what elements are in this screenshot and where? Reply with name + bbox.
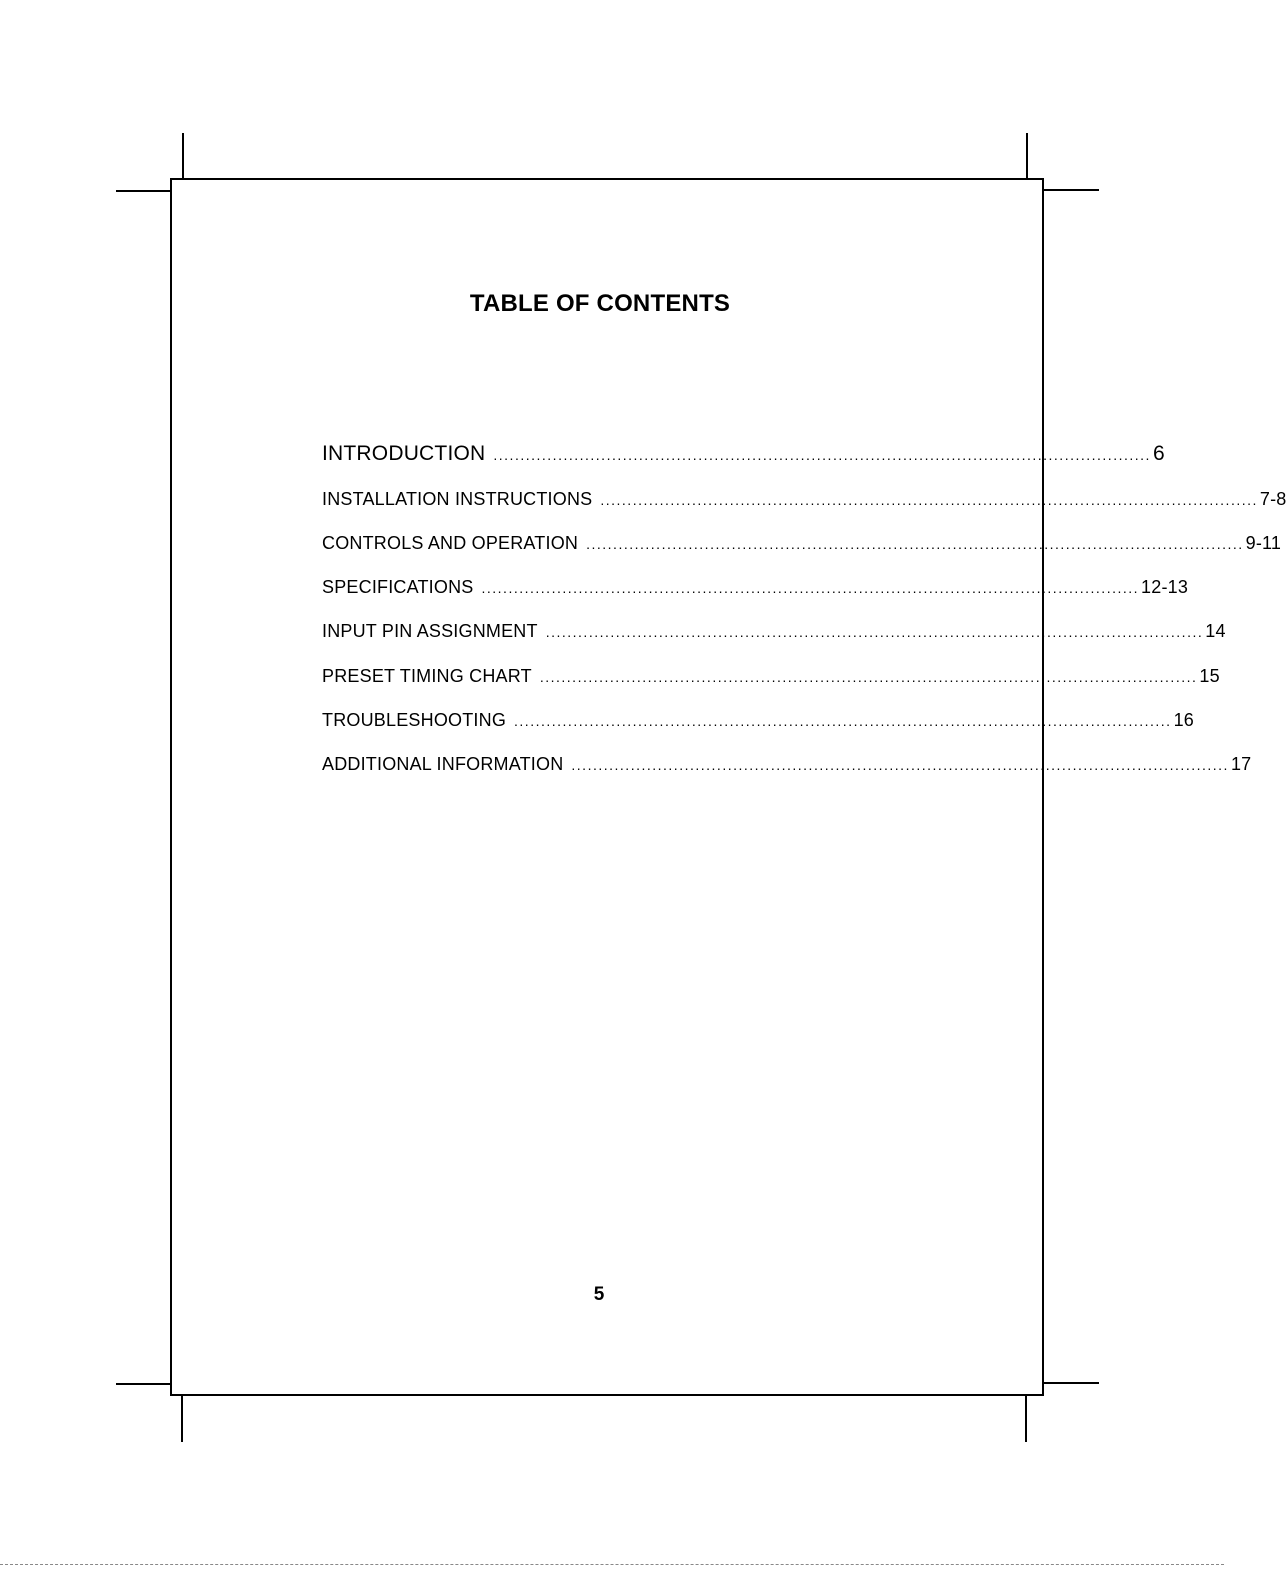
toc-entry[interactable] [322,754,1252,775]
toc-entry-title: ADDITIONAL INFORMATION [322,754,564,774]
toc-entry-page: 12-13 [1141,577,1189,597]
toc-entry-page: 14 [1205,621,1226,641]
toc-entry[interactable] [322,666,1220,687]
toc-entry[interactable] [322,577,1189,598]
toc-entry[interactable] [322,533,1282,554]
toc-entry[interactable] [322,621,1226,642]
toc-dot-leader: .......................................................................................................................... [586,536,1244,552]
crop-mark-top-right-horizontal [1043,189,1099,191]
crop-mark-bottom-right-horizontal [1043,1382,1099,1384]
toc-entry-title: INPUT PIN ASSIGNMENT [322,621,538,641]
toc-entry-title: CONTROLS AND OPERATION [322,533,579,553]
toc-dot-leader: .......................................................................................................................... [493,447,1151,463]
toc-entry-title: INSTALLATION INSTRUCTIONS [322,489,593,509]
toc-entry-page: 6 [1152,442,1165,465]
toc-entry-page: 17 [1230,754,1252,774]
crop-mark-top-left-vertical [182,133,184,179]
scan-edge-line [0,1564,1224,1565]
crop-mark-bottom-left-vertical [181,1396,183,1442]
toc-dot-leader: .......................................................................................................................... [481,580,1140,596]
toc-entry-title: SPECIFICATIONS [322,577,474,597]
crop-mark-bottom-right-vertical [1025,1396,1027,1442]
toc-entry[interactable] [322,489,1287,510]
page-frame [170,178,1044,1396]
page-number: 5 [593,1284,605,1305]
toc-entry-title: TROUBLESHOOTING [322,710,507,730]
crop-mark-top-right-vertical [1026,133,1028,179]
page-title: TABLE OF CONTENTS [469,290,731,317]
toc-dot-leader: .......................................................................................................................... [539,669,1198,685]
toc-entry-page: 16 [1173,710,1194,730]
crop-mark-bottom-left-horizontal [116,1383,171,1385]
toc-dot-leader: .......................................................................................................................... [571,757,1229,773]
toc-dot-leader: .......................................................................................................................... [600,492,1258,508]
toc-entry[interactable] [322,442,1165,466]
toc-dot-leader: .......................................................................................................................... [514,713,1172,729]
toc-dot-leader: .......................................................................................................................... [545,624,1204,640]
toc-entry[interactable] [322,710,1194,731]
toc-entry-title: INTRODUCTION [322,442,486,465]
toc-entry-page: 15 [1199,666,1220,686]
toc-entry-page: 7-8 [1259,489,1287,509]
crop-mark-top-left-horizontal [116,190,171,192]
toc-entry-title: PRESET TIMING CHART [322,666,532,686]
toc-entry-page: 9-11 [1245,533,1282,553]
